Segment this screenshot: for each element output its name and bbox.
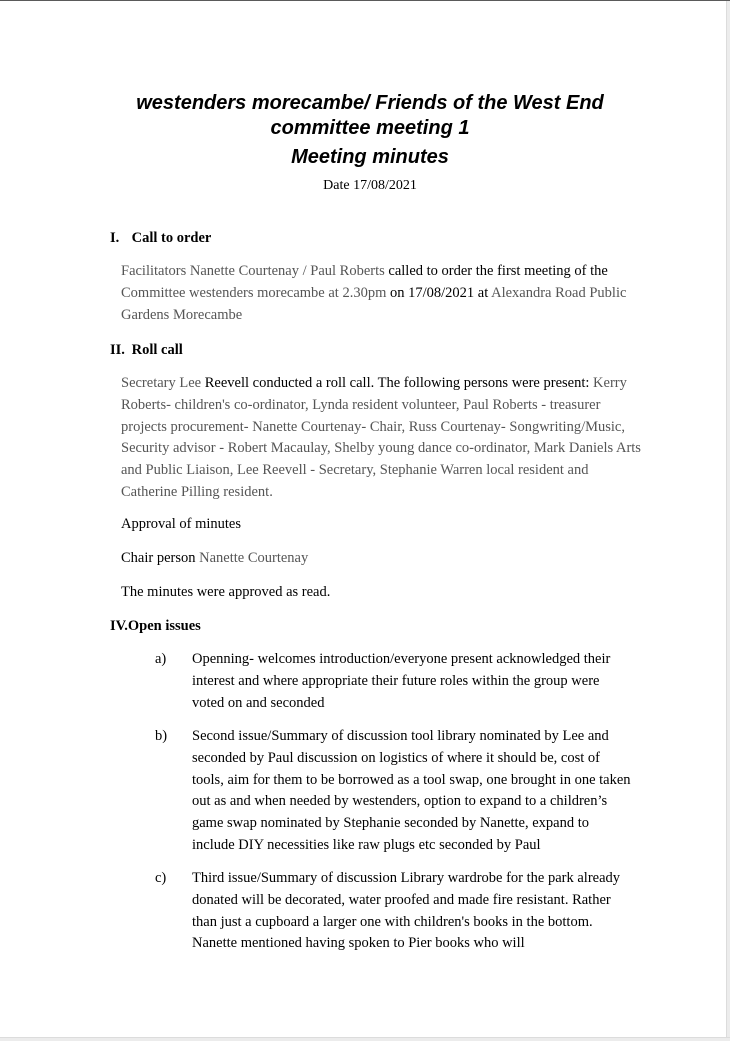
meeting-location-text: Alexandra Road Public Gardens Morecambe [121,284,627,323]
document-title-line-3: Meeting minutes [291,146,449,168]
section-number: I. [110,230,120,246]
section-heading-call-to-order [110,229,211,247]
section-title: Open issues [127,618,201,634]
document-page [0,1,726,1037]
list-marker: b) [155,728,168,744]
list-marker: c) [155,870,167,886]
committee-name-text: Committee westenders morecambe [121,284,325,301]
meeting-time-text: at 2.30pm [324,284,387,301]
roll-call-intro-text: Reevell conducted a roll call. The following persons were present: [201,375,594,391]
list-marker: a) [155,651,167,667]
section-title: Call to order [131,230,212,246]
page-bottom-edge [0,1037,730,1041]
chair-person-name: Nanette Courtenay [199,550,309,566]
called-to-order-text: called to order the first meeting of the [384,263,608,279]
attendees-list-text: Kerry Roberts- children's co-ordinator, Lynda resident volunteer, Paul Roberts - treasurer projects procurement- Nanette Courtenay- Chair, Russ Courtenay- Songwriting/Music, Security advisor - Robert Macaulay, Shelby young dance co-ordinator, Mark Daniels Arts and Public Liaison, Lee Reevell - Secretary, Stephanie Warren local resident and Catherine Pilling resident. [121,375,641,500]
meeting-date-text: on 17/08/2021 at [386,284,492,301]
minutes-approved-text: The minutes were approved as read. [121,584,331,600]
document-title-line-1: westenders morecambe/ Friends of the West End [136,92,604,114]
chair-person-label: Chair person [121,550,200,566]
list-item-text: Second issue/Summary of discussion tool library nominated by Lee and seconded by Paul discussion on logistics of where it should be, cost of tools, aim for them to be borrowed as a tool swap, one brought in one taken out as and when needed by westenders, option to expand to a children’s game swap nominated by Stephanie seconded by Nanette, expand to include DIY necessities like raw plugs etc seconded by Paul [192,728,631,853]
list-item-text: Openning- welcomes introduction/everyone present acknowledged their interest and where appropriate their future roles within the group were voted on and seconded [192,651,611,711]
section-number: IV. [110,618,128,634]
secretary-text: Secretary Lee [121,375,202,391]
section-title: Roll call [131,342,183,358]
list-item-text: Third issue/Summary of discussion Library wardrobe for the park already donated will be decorated, water proofed and made fire resistant. Rather than just a cupboard a larger one with children's books in the bottom. Nanette mentioned having spoken to Pier books who will [192,870,621,952]
section-heading-open-issues [110,617,201,635]
roll-call-paragraph [121,373,641,504]
chair-person-line [121,548,641,570]
meeting-date: Date 17/08/2021 [323,178,417,193]
call-to-order-paragraph [121,261,641,326]
section-heading-roll-call [110,341,183,359]
section-number: II. [110,342,125,358]
document-title-line-2: committee meeting 1 [270,117,470,139]
approval-of-minutes-label: Approval of minutes [121,516,242,532]
facilitators-text: Facilitators Nanette Courtenay / Paul Roberts [121,263,385,279]
